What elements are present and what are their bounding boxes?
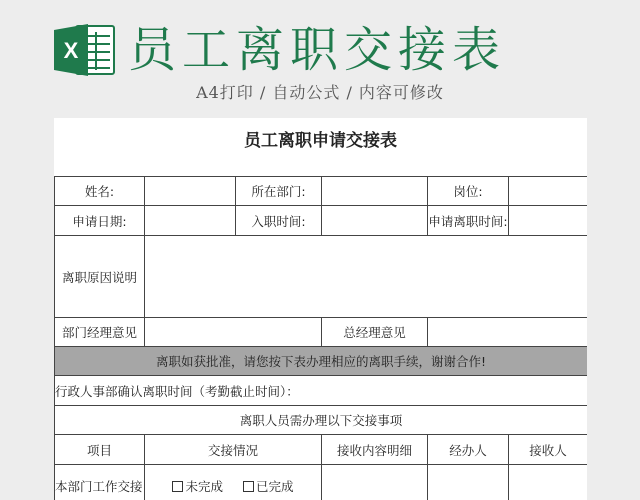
join-date-label: 入职时间: <box>236 206 322 236</box>
incomplete-checkbox[interactable] <box>172 477 223 495</box>
column-header-handler: 经办人 <box>428 435 509 465</box>
position-cell[interactable] <box>509 177 588 206</box>
approval-notice: 离职如获批准，请您按下表办理相应的离职手续，谢谢合作! <box>55 347 588 376</box>
table-row <box>55 236 588 318</box>
checkbox-icon <box>172 481 183 492</box>
table-header-row <box>55 435 588 465</box>
form-sheet <box>54 118 587 500</box>
manager-opinion-label: 部门经理意见 <box>55 318 145 347</box>
table-row <box>55 465 588 500</box>
position-label: 岗位: <box>428 177 509 206</box>
column-header-item: 项目 <box>55 435 145 465</box>
table-row <box>55 318 588 347</box>
form-title: 员工离职申请交接表 <box>244 131 397 151</box>
leave-date-cell[interactable] <box>509 206 588 236</box>
complete-checkbox[interactable] <box>243 477 294 495</box>
table-row <box>55 376 588 406</box>
name-label: 姓名: <box>55 177 145 206</box>
table-row <box>55 206 588 236</box>
gm-opinion-label: 总经理意见 <box>322 318 428 347</box>
column-header-detail: 接收内容明细 <box>322 435 428 465</box>
logo-letter: X <box>63 38 79 63</box>
checkbox-icon <box>243 481 254 492</box>
apply-date-label: 申请日期: <box>55 206 145 236</box>
handover-receiver-cell[interactable] <box>509 465 588 500</box>
reason-cell[interactable] <box>145 236 588 318</box>
column-header-status: 交接情况 <box>145 435 322 465</box>
table-row <box>55 347 588 376</box>
handover-form-table <box>54 176 587 500</box>
handover-status-cell <box>145 465 322 500</box>
page-title: 员工离职交接表 <box>128 22 507 78</box>
handover-handler-cell[interactable] <box>428 465 509 500</box>
table-row <box>55 177 588 206</box>
page-subtitle: A4打印 / 自动公式 / 内容可修改 <box>196 83 444 102</box>
table-row <box>55 406 588 435</box>
manager-opinion-cell[interactable] <box>145 318 322 347</box>
leave-date-label: 申请离职时间: <box>428 206 509 236</box>
apply-date-cell[interactable] <box>145 206 236 236</box>
incomplete-label: 未完成 <box>185 478 223 494</box>
page-header <box>0 0 640 118</box>
column-header-receiver: 接收人 <box>509 435 588 465</box>
handover-detail-cell[interactable] <box>322 465 428 500</box>
handover-section-title: 离职人员需办理以下交接事项 <box>55 406 588 435</box>
complete-label: 已完成 <box>255 478 294 494</box>
name-cell[interactable] <box>145 177 236 206</box>
dept-label: 所在部门: <box>236 177 322 206</box>
hr-confirm-time[interactable]: 行政人事部确认离职时间（考勤截止时间）： <box>55 376 588 406</box>
gm-opinion-cell[interactable] <box>428 318 588 347</box>
excel-logo-icon <box>54 22 116 78</box>
handover-item: 本部门工作交接 <box>55 465 145 500</box>
join-date-cell[interactable] <box>322 206 428 236</box>
dept-cell[interactable] <box>322 177 428 206</box>
reason-label: 离职原因说明 <box>55 236 145 318</box>
